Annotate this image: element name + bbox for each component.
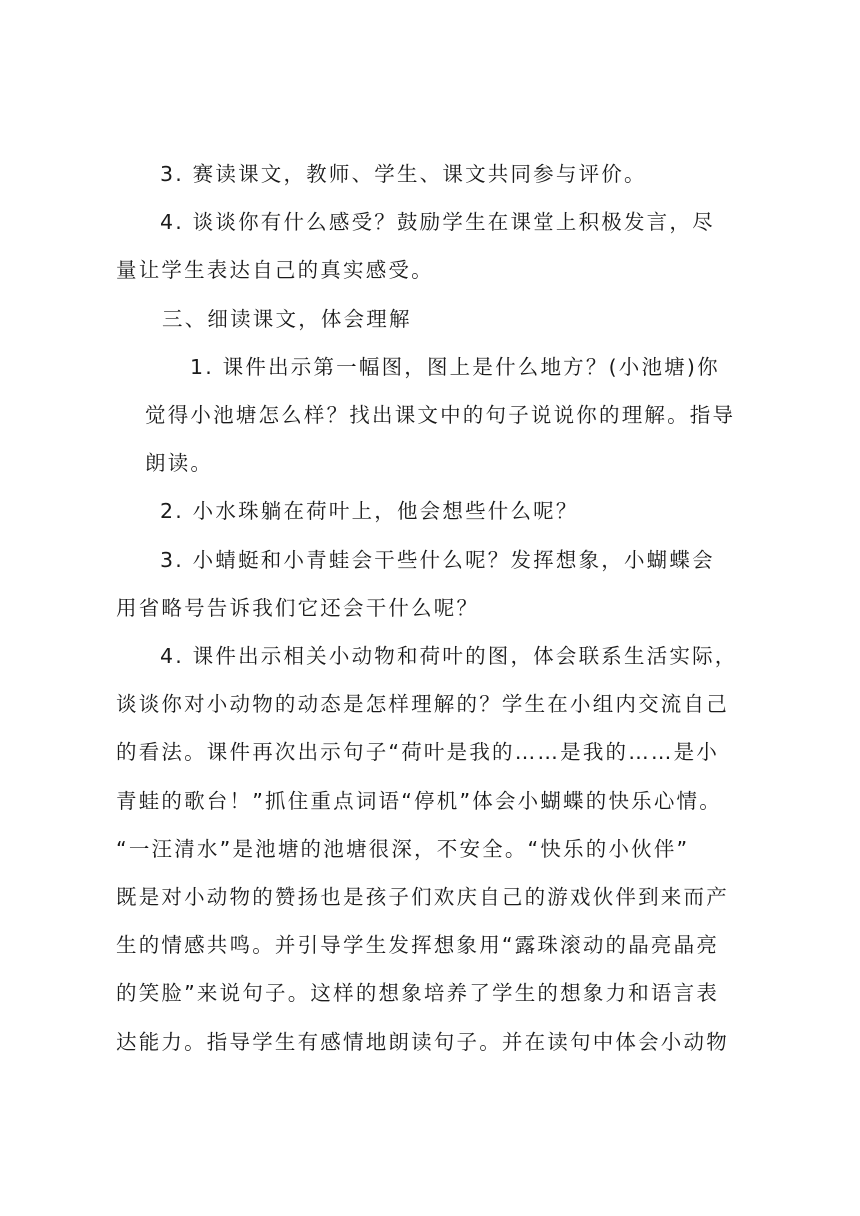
text-line: 2. 小水珠躺在荷叶上，他会想些什么呢？ <box>160 499 579 523</box>
text-line: 的笑脸”来说句子。这样的想象培养了学生的想象力和语言表 <box>116 981 720 1005</box>
text-line: “一汪清水”是池塘的池塘很深，不安全。“快乐的小伙伴” <box>116 837 690 861</box>
text-line: 既是对小动物的赞扬也是孩子们欢庆自己的游戏伙伴到来而产 <box>116 885 729 909</box>
text-line: 达能力。指导学生有感情地朗读句子。并在读句中体会小动物 <box>116 1030 729 1054</box>
section-heading: 三、细读课文，体会理解 <box>162 307 412 331</box>
text-line: 青蛙的歌台！”抓住重点词语“停机”体会小蝴蝶的快乐心情。 <box>116 789 722 813</box>
text-line: 4. 课件出示相关小动物和荷叶的图，体会联系生活实际， <box>160 644 738 668</box>
text-line: 的看法。课件再次出示句子“荷叶是我的……是我的……是小 <box>116 740 720 764</box>
text-line: 谈谈你对小动物的动态是怎样理解的？学生在小组内交流自己 <box>116 692 729 716</box>
text-line: 觉得小池塘怎么样？找出课文中的句子说说你的理解。指导 <box>145 403 736 427</box>
text-line: 1. 课件出示第一幅图，图上是什么地方？(小池塘)你 <box>190 355 720 379</box>
text-line: 朗读。 <box>145 451 214 475</box>
text-line: 4. 谈谈你有什么感受？鼓励学生在课堂上积极发言，尽 <box>160 210 715 234</box>
text-line: 3. 小蜻蜓和小青蛙会干些什么呢？发挥想象，小蝴蝶会 <box>160 548 715 572</box>
text-line: 量让学生表达自己的真实感受。 <box>116 258 434 282</box>
text-line: 用省略号告诉我们它还会干什么呢？ <box>116 596 480 620</box>
text-line: 生的情感共鸣。并引导学生发挥想象用“露珠滚动的晶亮晶亮 <box>116 933 720 957</box>
text-line: 3. 赛读课文，教师、学生、课文共同参与评价。 <box>160 162 647 186</box>
